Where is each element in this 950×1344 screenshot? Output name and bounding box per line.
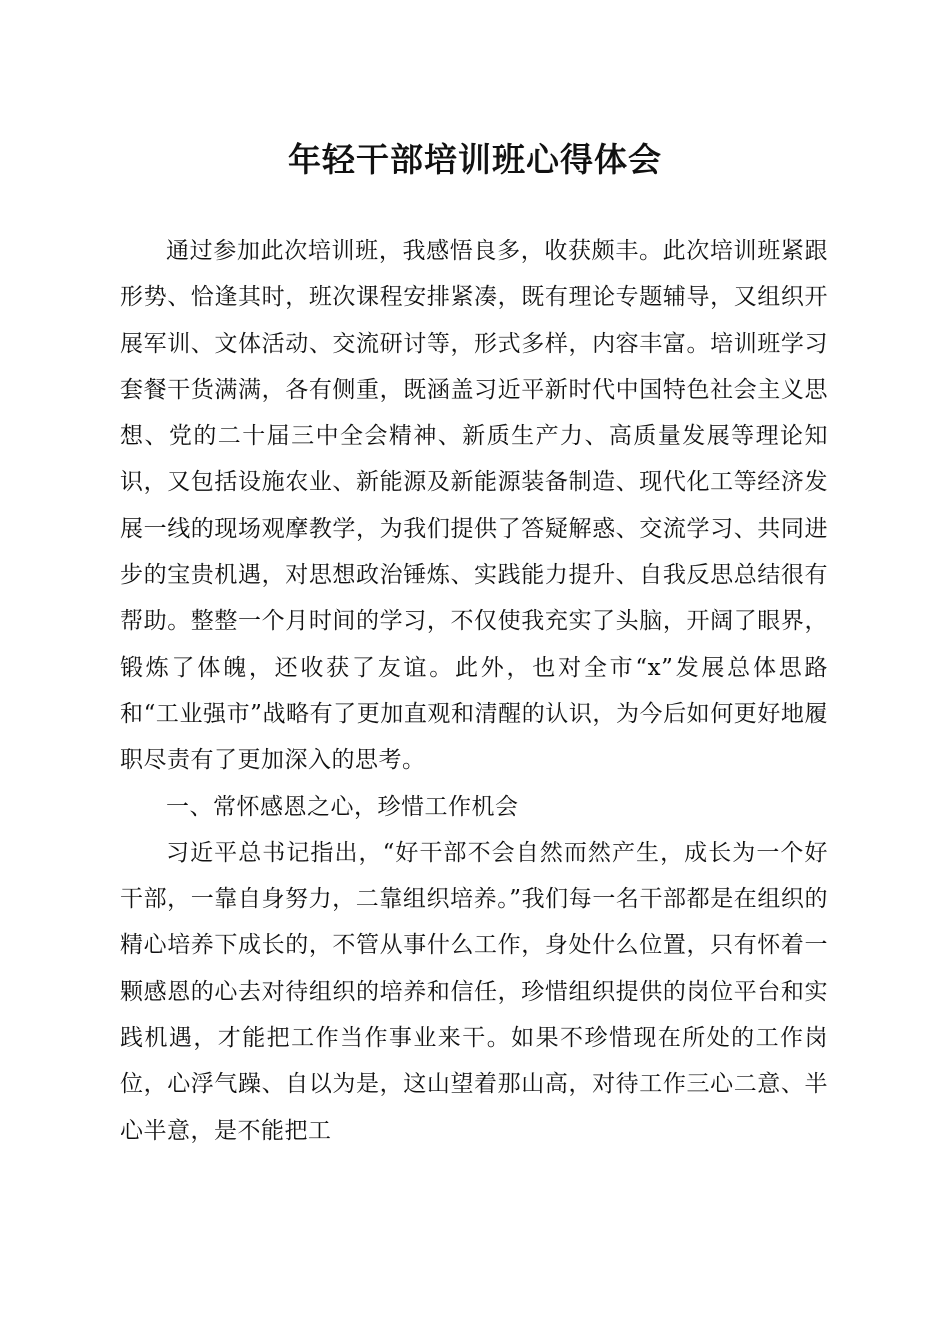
section-1-paragraph: 习近平总书记指出，“好干部不会自然而然产生，成长为一个好干部，一靠自身努力，二靠组织培养。”我们每一名干部都是在组织的精心培养下成长的，不管从事什么工作，身处什么位置，只有怀着一颗感恩的心去对待组织的培养和信任，珍惜组织提供的岗位平台和实践机遇，才能把工作当作事业来干。如果不珍惜现在所处的工作岗位，心浮气躁、自以为是，这山望着那山高，对待工作三心二意、半心半意，是不能把工: [120, 839, 828, 1144]
document-title: 年轻干部培训班心得体会: [288, 140, 662, 179]
section-heading-1: 一、常怀感恩之心，珍惜工作机会: [166, 793, 519, 820]
document-body: [120, 228, 828, 1154]
intro-paragraph: 通过参加此次培训班，我感悟良多，收获颇丰。此次培训班紧跟形势、恰逢其时，班次课程安排紧凑，既有理论专题辅导，又组织开展军训、文体活动、交流研讨等，形式多样，内容丰富。培训班学习套餐干货满满，各有侧重，既涵盖习近平新时代中国特色社会主义思想、党的二十届三中全会精神、新质生产力、高质量发展等理论知识，又包括设施农业、新能源及新能源装备制造、现代化工等经济发展一线的现场观摩教学，为我们提供了答疑解惑、交流学习、共同进步的宝贵机遇，对思想政治锤炼、实践能力提升、自我反思总结很有帮助。整整一个月时间的学习，不仅使我充实了头脑，开阔了眼界，锻炼了体魄，还收获了友谊。此外，也对全市“x”发展总体思路和“工业强市”战略有了更加直观和清醒的认识，为今后如何更好地履职尽责有了更加深入的思考。: [120, 238, 828, 774]
